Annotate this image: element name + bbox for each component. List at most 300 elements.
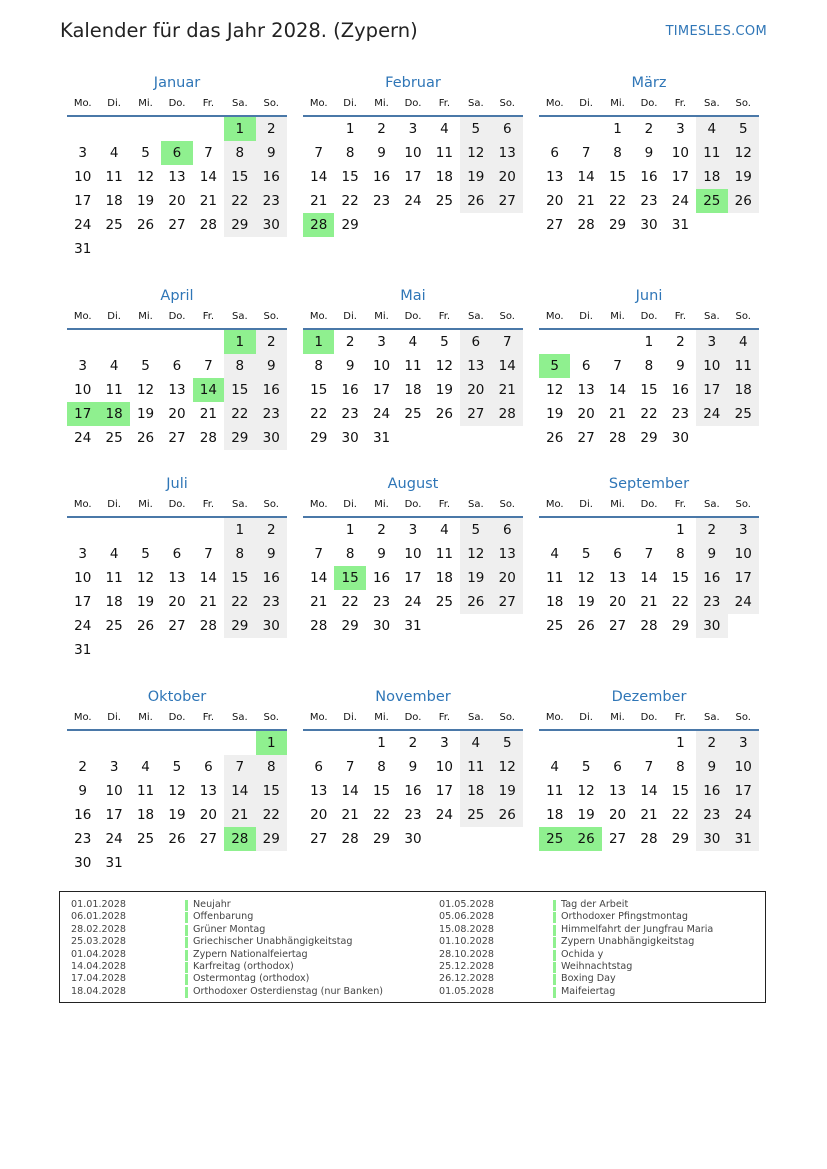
day-cell: 23 bbox=[372, 193, 391, 209]
empty-cell bbox=[303, 117, 334, 141]
day-cell: 13 bbox=[168, 169, 186, 185]
holiday-marker bbox=[553, 987, 556, 998]
weekday-header bbox=[303, 93, 523, 117]
day-cell: 28 bbox=[640, 831, 658, 847]
day-cell: 13 bbox=[168, 570, 186, 586]
day-cell: 24 bbox=[404, 594, 422, 610]
day-cell: 23 bbox=[341, 406, 359, 422]
day-cell: 22 bbox=[608, 193, 627, 209]
holiday-date: 15.08.2028 bbox=[439, 923, 494, 935]
day-cell: 25 bbox=[404, 406, 422, 422]
day-cell: 3 bbox=[78, 145, 87, 161]
day-cell: 7 bbox=[644, 546, 654, 562]
day-cell: 4 bbox=[109, 546, 119, 562]
day-cell: 8 bbox=[345, 546, 355, 562]
day-cell: 16 bbox=[640, 169, 658, 185]
holiday-marker bbox=[185, 962, 188, 973]
day-cell: 2 bbox=[644, 121, 654, 137]
holiday-name: Grüner Montag bbox=[193, 923, 266, 935]
day-cell: 12 bbox=[728, 141, 759, 165]
day-cell: 4 bbox=[460, 731, 491, 755]
day-cell: 26 bbox=[460, 590, 491, 614]
day-cell: 26 bbox=[136, 430, 155, 446]
day-cell: 26 bbox=[136, 618, 155, 634]
weekday-label: Fr. bbox=[674, 311, 687, 322]
legend-row bbox=[71, 924, 411, 936]
day-cell: 17 bbox=[404, 169, 422, 185]
empty-cell bbox=[130, 851, 161, 875]
holiday-day: 26 bbox=[570, 827, 601, 851]
day-cell: 21 bbox=[310, 193, 328, 209]
day-cell: 14 bbox=[640, 783, 658, 799]
empty-cell bbox=[696, 213, 727, 237]
day-cell: 18 bbox=[435, 570, 453, 586]
day-cell: 13 bbox=[168, 382, 186, 398]
day-cell: 27 bbox=[577, 430, 595, 446]
holiday-name: Neujahr bbox=[193, 899, 231, 910]
day-cell: 29 bbox=[341, 618, 359, 634]
day-cell: 30 bbox=[640, 217, 658, 233]
day-cell: 29 bbox=[224, 614, 255, 638]
empty-cell bbox=[193, 237, 224, 261]
holiday-day: 18 bbox=[98, 402, 129, 426]
weekday-label: Mo. bbox=[309, 98, 328, 109]
day-cell: 8 bbox=[224, 354, 255, 378]
weekday-label: Fr. bbox=[674, 499, 687, 510]
empty-cell bbox=[570, 518, 601, 542]
weekday-label: So. bbox=[263, 712, 279, 723]
day-cell: 10 bbox=[728, 755, 759, 779]
legend-row bbox=[71, 949, 411, 961]
day-cell: 18 bbox=[105, 594, 123, 610]
holiday-name: Zypern Nationalfeiertag bbox=[193, 948, 308, 960]
weekday-label: Di. bbox=[343, 499, 357, 510]
weekday-label: Di. bbox=[579, 98, 593, 109]
day-cell: 1 bbox=[377, 735, 386, 751]
day-cell: 29 bbox=[671, 831, 689, 847]
day-cell: 29 bbox=[608, 217, 627, 233]
day-cell: 1 bbox=[676, 735, 685, 751]
day-cell: 14 bbox=[341, 783, 359, 799]
day-cell: 15 bbox=[224, 378, 255, 402]
day-cell: 21 bbox=[577, 193, 595, 209]
holiday-name: Maifeiertag bbox=[561, 985, 616, 997]
brand-link[interactable]: TIMESLES.COM bbox=[665, 24, 767, 39]
weekday-header bbox=[539, 494, 759, 518]
weekday-label: Di. bbox=[343, 311, 357, 322]
day-cell: 28 bbox=[608, 430, 627, 446]
day-cell: 10 bbox=[671, 145, 689, 161]
empty-cell bbox=[224, 851, 255, 875]
empty-cell bbox=[161, 731, 192, 755]
weekday-label: Do. bbox=[404, 98, 422, 109]
empty-cell bbox=[130, 117, 161, 141]
day-cell: 11 bbox=[728, 354, 759, 378]
weekday-label: Di. bbox=[579, 712, 593, 723]
day-cell: 19 bbox=[492, 779, 523, 803]
day-cell: 1 bbox=[224, 518, 255, 542]
day-cell: 4 bbox=[440, 522, 449, 538]
legend-row bbox=[71, 899, 411, 911]
day-cell: 4 bbox=[109, 145, 119, 161]
empty-cell bbox=[161, 330, 192, 354]
weekday-label: Di. bbox=[579, 311, 593, 322]
empty-cell bbox=[429, 827, 460, 851]
empty-cell bbox=[224, 237, 255, 261]
day-cell: 22 bbox=[310, 406, 328, 422]
day-cell: 7 bbox=[314, 546, 323, 562]
weekday-label: Fr. bbox=[202, 98, 215, 109]
day-cell: 25 bbox=[105, 618, 123, 634]
day-cell: 9 bbox=[696, 755, 727, 779]
weekday-label: Fr. bbox=[438, 311, 451, 322]
day-cell: 30 bbox=[404, 831, 422, 847]
day-cell: 20 bbox=[460, 378, 491, 402]
day-cell: 24 bbox=[728, 803, 759, 827]
weekday-header bbox=[303, 707, 523, 731]
day-grid bbox=[303, 117, 523, 237]
holiday-marker bbox=[553, 925, 556, 936]
day-cell: 14 bbox=[199, 169, 217, 185]
day-cell: 2 bbox=[408, 735, 418, 751]
day-cell: 9 bbox=[78, 783, 87, 799]
day-cell: 10 bbox=[728, 542, 759, 566]
day-cell: 9 bbox=[676, 358, 685, 374]
day-cell: 14 bbox=[577, 169, 595, 185]
day-cell: 8 bbox=[377, 759, 386, 775]
legend-row bbox=[71, 936, 411, 948]
day-cell: 12 bbox=[168, 783, 186, 799]
day-cell: 12 bbox=[136, 382, 155, 398]
holiday-name: Orthodoxer Pfingstmontag bbox=[561, 911, 688, 923]
holiday-name: Offenbarung bbox=[193, 911, 254, 923]
empty-cell bbox=[161, 851, 192, 875]
month-6 bbox=[67, 474, 287, 662]
day-cell: 15 bbox=[640, 382, 658, 398]
month-name: Oktober bbox=[147, 689, 207, 705]
weekday-label: Do. bbox=[168, 98, 186, 109]
day-cell: 24 bbox=[74, 430, 92, 446]
day-cell: 27 bbox=[199, 831, 217, 847]
weekday-label: Sa. bbox=[467, 98, 484, 109]
weekday-label: Sa. bbox=[231, 499, 248, 510]
day-cell: 21 bbox=[341, 807, 359, 823]
holiday-day: 5 bbox=[539, 354, 570, 378]
day-cell: 29 bbox=[224, 426, 255, 450]
empty-cell bbox=[256, 237, 287, 261]
day-cell: 21 bbox=[640, 594, 658, 610]
holiday-date: 01.04.2028 bbox=[71, 948, 126, 960]
day-cell: 5 bbox=[460, 518, 491, 542]
month-11 bbox=[539, 687, 759, 851]
weekday-label: Sa. bbox=[467, 712, 484, 723]
day-cell: 26 bbox=[728, 189, 759, 213]
day-cell: 18 bbox=[460, 779, 491, 803]
empty-cell bbox=[728, 614, 759, 638]
day-cell: 17 bbox=[728, 779, 759, 803]
day-cell: 24 bbox=[728, 590, 759, 614]
day-cell: 2 bbox=[78, 759, 87, 775]
day-cell: 31 bbox=[105, 855, 123, 871]
month-name: September bbox=[608, 476, 690, 492]
day-cell: 28 bbox=[492, 402, 523, 426]
day-cell: 8 bbox=[224, 542, 255, 566]
day-cell: 2 bbox=[256, 330, 287, 354]
empty-cell bbox=[224, 731, 255, 755]
day-cell: 24 bbox=[372, 406, 391, 422]
day-cell: 25 bbox=[105, 430, 123, 446]
day-cell: 25 bbox=[460, 803, 491, 827]
day-cell: 6 bbox=[550, 145, 559, 161]
empty-cell bbox=[67, 117, 98, 141]
day-cell: 20 bbox=[577, 406, 595, 422]
day-cell: 9 bbox=[377, 145, 386, 161]
weekday-label: So. bbox=[499, 712, 515, 723]
holiday-day: 6 bbox=[161, 141, 192, 165]
day-cell: 30 bbox=[256, 426, 287, 450]
day-cell: 19 bbox=[136, 406, 155, 422]
empty-cell bbox=[492, 213, 523, 237]
day-cell: 24 bbox=[696, 402, 727, 426]
weekday-label: Sa. bbox=[703, 311, 720, 322]
weekday-label: Mi. bbox=[610, 499, 625, 510]
legend-row bbox=[439, 949, 759, 961]
month-name: April bbox=[160, 288, 194, 304]
day-cell: 12 bbox=[460, 141, 491, 165]
weekday-label: Mo. bbox=[309, 712, 328, 723]
day-grid bbox=[539, 518, 759, 638]
empty-cell bbox=[303, 518, 334, 542]
day-cell: 5 bbox=[581, 759, 591, 775]
weekday-label: Mo. bbox=[545, 98, 564, 109]
day-cell: 3 bbox=[78, 546, 87, 562]
day-cell: 8 bbox=[314, 358, 323, 374]
day-cell: 14 bbox=[492, 354, 523, 378]
weekday-label: Mi. bbox=[610, 712, 625, 723]
month-9 bbox=[67, 687, 287, 875]
day-cell: 29 bbox=[224, 213, 255, 237]
day-cell: 2 bbox=[676, 334, 685, 350]
weekday-label: So. bbox=[499, 311, 515, 322]
weekday-label: Mi. bbox=[138, 499, 153, 510]
day-cell: 23 bbox=[372, 594, 391, 610]
day-cell: 3 bbox=[377, 334, 386, 350]
day-cell: 7 bbox=[204, 358, 213, 374]
day-cell: 5 bbox=[460, 117, 491, 141]
day-cell: 25 bbox=[105, 217, 123, 233]
day-cell: 10 bbox=[105, 783, 123, 799]
day-cell: 11 bbox=[546, 570, 564, 586]
day-cell: 27 bbox=[492, 189, 523, 213]
day-cell: 12 bbox=[577, 783, 595, 799]
day-cell: 20 bbox=[199, 807, 217, 823]
weekday-label: Di. bbox=[343, 98, 357, 109]
weekday-label: Mi. bbox=[610, 98, 625, 109]
day-cell: 7 bbox=[644, 759, 654, 775]
empty-cell bbox=[193, 731, 224, 755]
day-cell: 22 bbox=[224, 189, 255, 213]
weekday-label: Fr. bbox=[438, 98, 451, 109]
day-cell: 7 bbox=[345, 759, 355, 775]
day-cell: 8 bbox=[613, 145, 622, 161]
day-grid bbox=[67, 117, 287, 261]
holiday-day: 1 bbox=[256, 731, 287, 755]
day-cell: 14 bbox=[224, 779, 255, 803]
weekday-label: So. bbox=[263, 311, 279, 322]
day-cell: 15 bbox=[224, 566, 255, 590]
day-cell: 11 bbox=[105, 570, 123, 586]
day-cell: 28 bbox=[199, 430, 217, 446]
day-cell: 14 bbox=[310, 570, 328, 586]
day-cell: 22 bbox=[671, 594, 689, 610]
weekday-label: Sa. bbox=[231, 98, 248, 109]
day-cell: 17 bbox=[74, 594, 92, 610]
holiday-date: 01.01.2028 bbox=[71, 899, 126, 910]
holiday-date: 25.12.2028 bbox=[439, 960, 494, 972]
day-cell: 8 bbox=[676, 759, 685, 775]
month-name: Juli bbox=[166, 476, 188, 492]
day-cell: 4 bbox=[550, 546, 559, 562]
holiday-name: Boxing Day bbox=[561, 973, 616, 985]
day-cell: 11 bbox=[105, 382, 123, 398]
holiday-day: 28 bbox=[224, 827, 255, 851]
weekday-label: Sa. bbox=[231, 712, 248, 723]
empty-cell bbox=[98, 330, 129, 354]
holiday-name: Karfreitag (orthodox) bbox=[193, 960, 294, 972]
day-cell: 23 bbox=[671, 406, 689, 422]
empty-cell bbox=[193, 638, 224, 662]
day-cell: 10 bbox=[404, 546, 422, 562]
day-cell: 6 bbox=[613, 759, 622, 775]
weekday-label: So. bbox=[499, 499, 515, 510]
empty-cell bbox=[130, 731, 161, 755]
day-cell: 24 bbox=[671, 193, 689, 209]
day-cell: 19 bbox=[435, 382, 453, 398]
month-5 bbox=[539, 286, 759, 450]
holiday-name: Himmelfahrt der Jungfrau Maria bbox=[561, 923, 714, 935]
day-cell: 26 bbox=[168, 831, 186, 847]
empty-cell bbox=[492, 426, 523, 450]
day-cell: 15 bbox=[608, 169, 627, 185]
day-cell: 3 bbox=[728, 731, 759, 755]
holiday-marker bbox=[553, 950, 556, 961]
day-cell: 7 bbox=[314, 145, 323, 161]
holiday-date: 01.10.2028 bbox=[439, 936, 494, 948]
empty-cell bbox=[570, 330, 601, 354]
day-cell: 30 bbox=[372, 618, 391, 634]
holiday-day: 17 bbox=[67, 402, 98, 426]
day-cell: 22 bbox=[671, 807, 689, 823]
day-cell: 16 bbox=[696, 566, 727, 590]
day-cell: 31 bbox=[728, 827, 759, 851]
holiday-name: Ochida y bbox=[561, 948, 604, 960]
empty-cell bbox=[67, 518, 98, 542]
day-cell: 20 bbox=[546, 193, 564, 209]
day-cell: 7 bbox=[204, 145, 213, 161]
day-cell: 21 bbox=[492, 378, 523, 402]
day-cell: 16 bbox=[372, 169, 391, 185]
day-cell: 6 bbox=[460, 330, 491, 354]
day-cell: 27 bbox=[310, 831, 328, 847]
day-cell: 3 bbox=[78, 358, 87, 374]
day-cell: 16 bbox=[256, 566, 287, 590]
legend-column-left bbox=[71, 899, 411, 998]
holiday-date: 06.01.2028 bbox=[71, 911, 126, 923]
day-cell: 5 bbox=[728, 117, 759, 141]
day-cell: 9 bbox=[696, 542, 727, 566]
month-name: Februar bbox=[385, 75, 441, 91]
day-cell: 3 bbox=[728, 518, 759, 542]
day-cell: 7 bbox=[204, 546, 213, 562]
day-cell: 2 bbox=[696, 518, 727, 542]
day-cell: 19 bbox=[577, 594, 595, 610]
weekday-label: Sa. bbox=[703, 499, 720, 510]
day-cell: 11 bbox=[435, 546, 453, 562]
weekday-label: Fr. bbox=[674, 98, 687, 109]
weekday-label: Mo. bbox=[73, 98, 92, 109]
month-3 bbox=[67, 286, 287, 450]
day-cell: 11 bbox=[546, 783, 564, 799]
day-cell: 26 bbox=[460, 189, 491, 213]
day-cell: 12 bbox=[577, 570, 595, 586]
empty-cell bbox=[633, 518, 664, 542]
holiday-name: Zypern Unabhängigkeitstag bbox=[561, 936, 695, 948]
day-cell: 24 bbox=[404, 193, 422, 209]
day-cell: 13 bbox=[546, 169, 564, 185]
weekday-label: Di. bbox=[107, 311, 121, 322]
weekday-label: Sa. bbox=[231, 311, 248, 322]
day-cell: 10 bbox=[435, 759, 453, 775]
day-cell: 31 bbox=[372, 430, 391, 446]
day-cell: 18 bbox=[435, 169, 453, 185]
empty-cell bbox=[224, 638, 255, 662]
day-grid bbox=[539, 731, 759, 851]
day-cell: 15 bbox=[372, 783, 391, 799]
day-cell: 28 bbox=[310, 618, 328, 634]
day-cell: 30 bbox=[696, 614, 727, 638]
day-cell: 11 bbox=[696, 141, 727, 165]
day-cell: 24 bbox=[74, 217, 92, 233]
holiday-date: 17.04.2028 bbox=[71, 973, 126, 985]
day-cell: 20 bbox=[168, 406, 186, 422]
holiday-date: 01.05.2028 bbox=[439, 899, 494, 910]
legend-row bbox=[439, 924, 759, 936]
weekday-label: So. bbox=[499, 98, 515, 109]
day-cell: 16 bbox=[404, 783, 422, 799]
day-cell: 20 bbox=[608, 807, 627, 823]
day-cell: 20 bbox=[492, 566, 523, 590]
day-cell: 28 bbox=[640, 618, 658, 634]
day-cell: 11 bbox=[460, 755, 491, 779]
day-cell: 1 bbox=[345, 522, 355, 538]
month-name: Mai bbox=[400, 288, 426, 304]
weekday-label: Do. bbox=[640, 499, 658, 510]
day-cell: 15 bbox=[671, 783, 689, 799]
weekday-label: Di. bbox=[107, 98, 121, 109]
day-cell: 15 bbox=[671, 570, 689, 586]
day-cell: 16 bbox=[696, 779, 727, 803]
day-cell: 5 bbox=[581, 546, 591, 562]
day-cell: 12 bbox=[460, 542, 491, 566]
day-cell: 2 bbox=[256, 117, 287, 141]
day-cell: 10 bbox=[74, 570, 92, 586]
month-4 bbox=[303, 286, 523, 450]
day-cell: 13 bbox=[608, 783, 627, 799]
month-8 bbox=[539, 474, 759, 638]
weekday-label: Do. bbox=[640, 98, 658, 109]
month-name: Dezember bbox=[611, 689, 687, 705]
empty-cell bbox=[98, 237, 129, 261]
